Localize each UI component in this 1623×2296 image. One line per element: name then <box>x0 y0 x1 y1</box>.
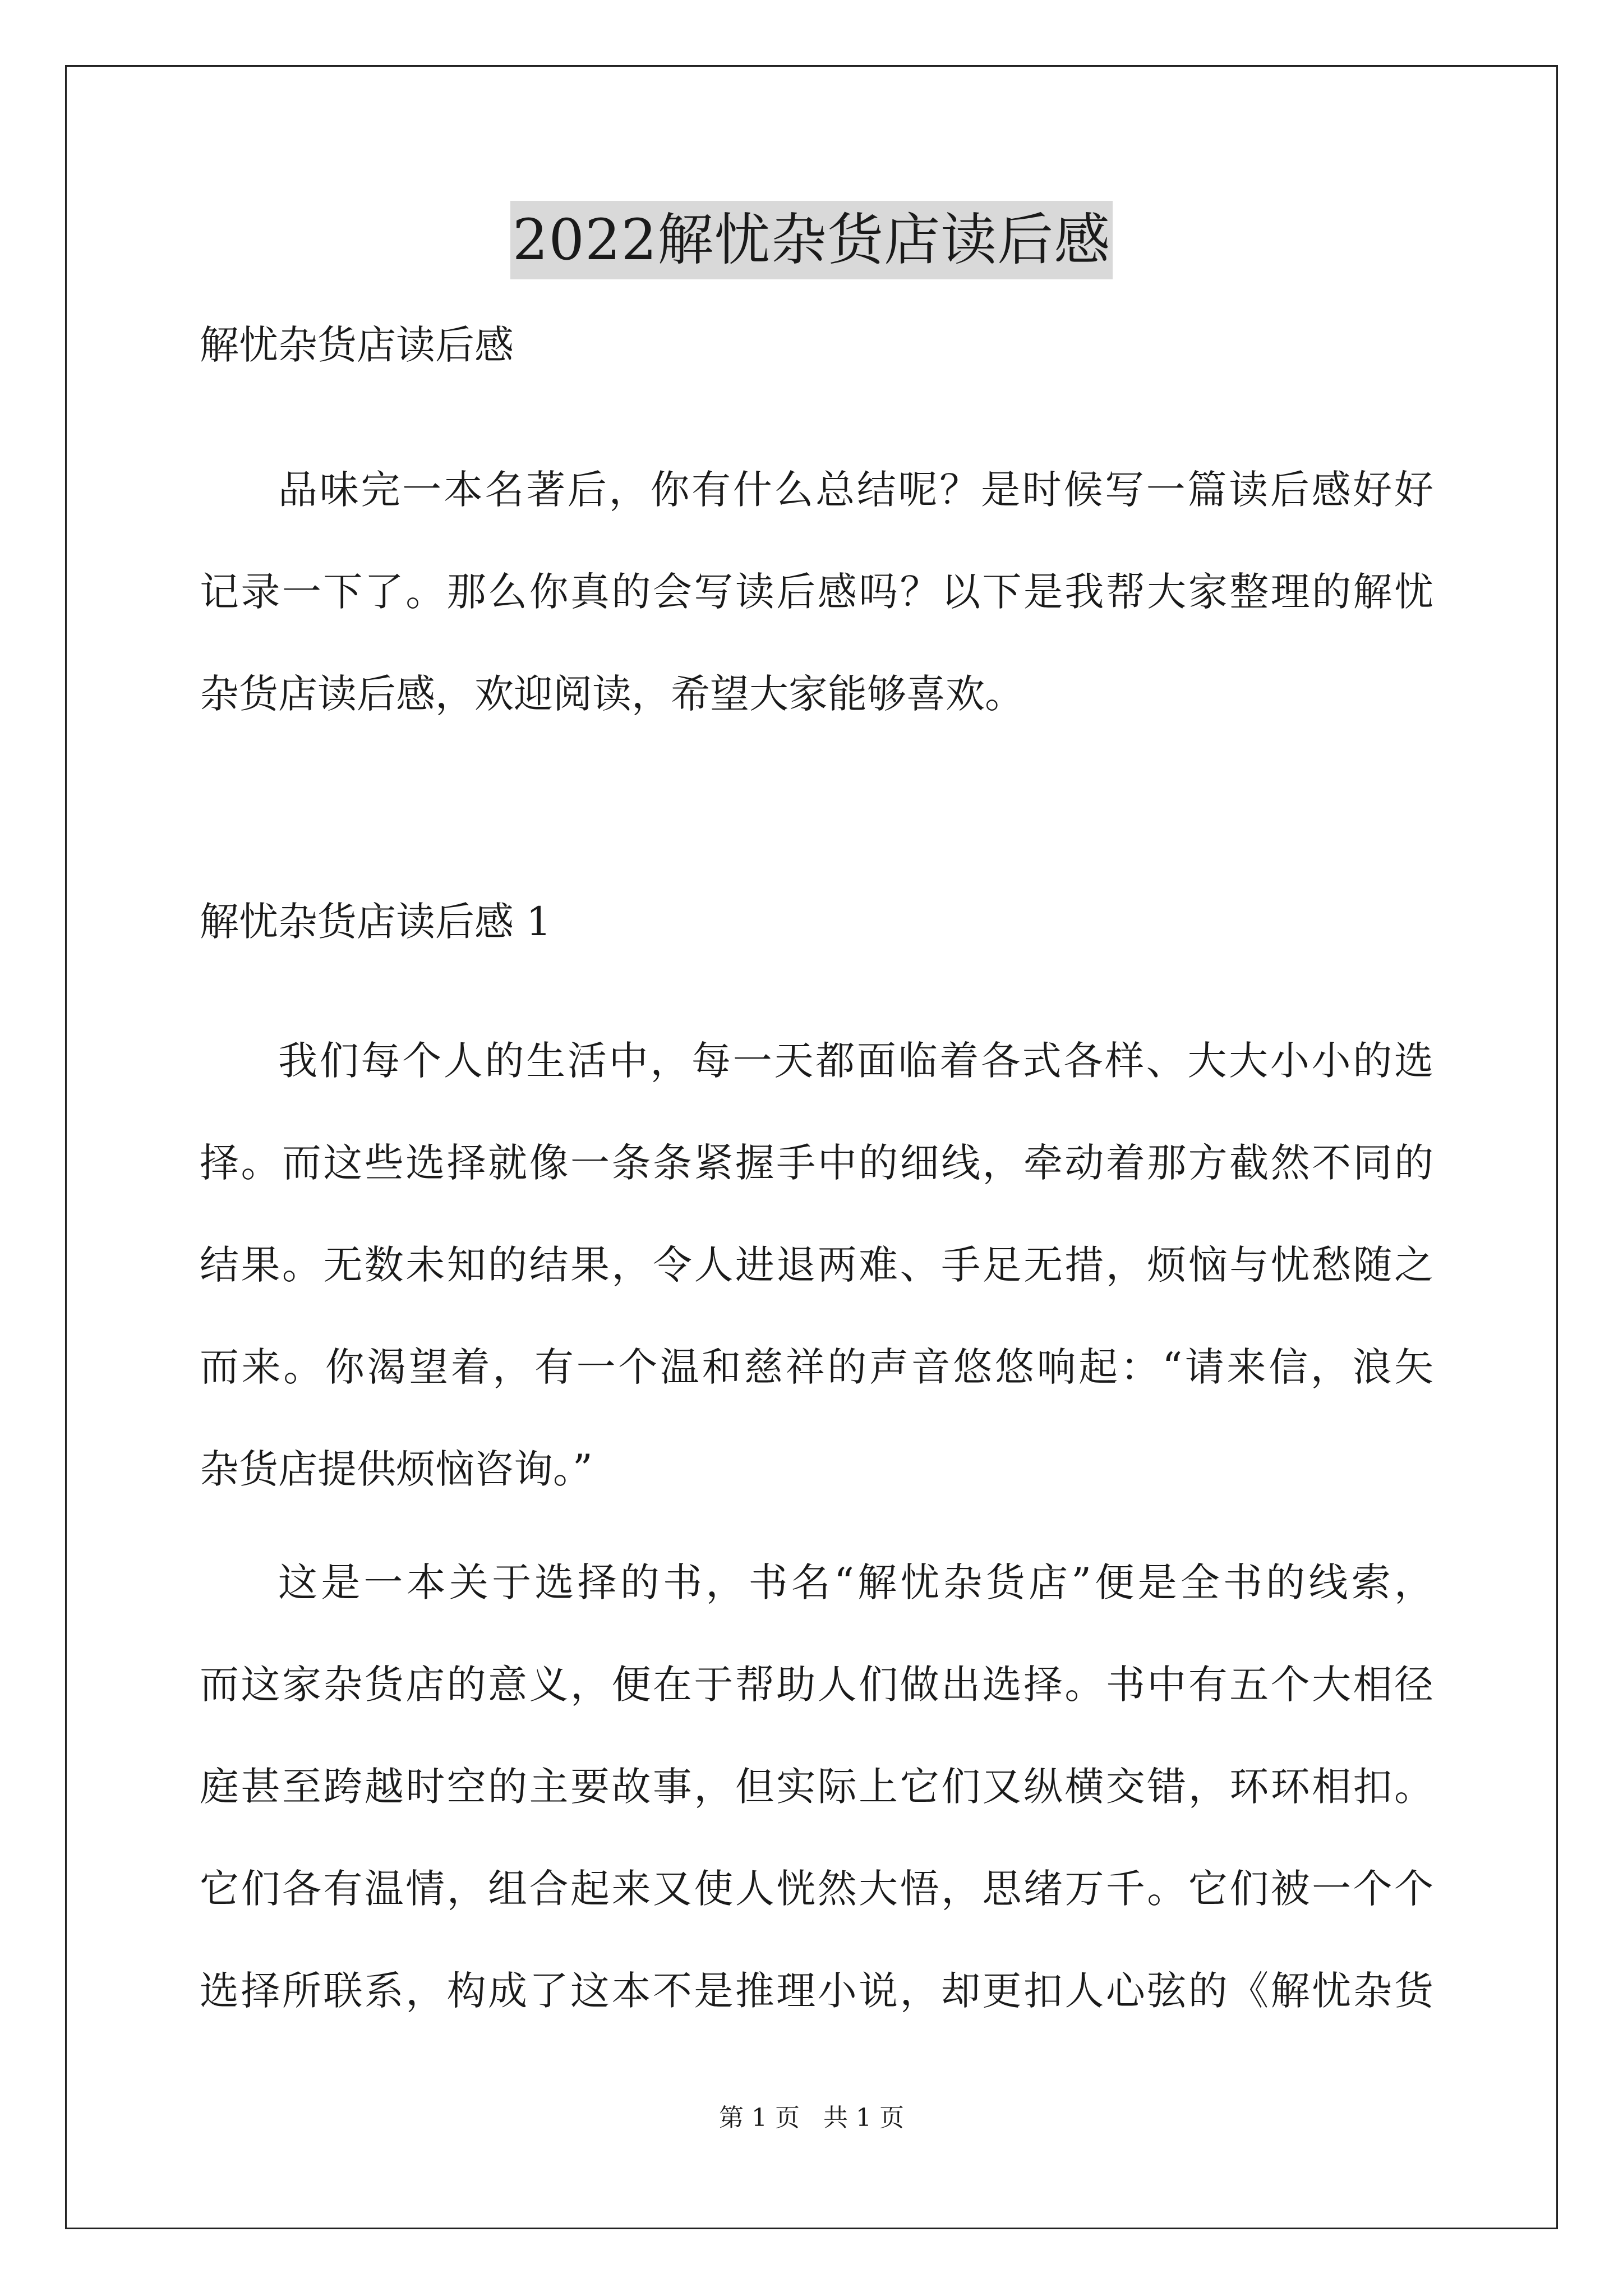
section-heading: 解忧杂货店读后感 1 <box>200 899 551 945</box>
paragraph-line: 而这家杂货店的意义，便在于帮助人们做出选择。书中有五个大相径 <box>200 1662 1433 1708</box>
paragraph-line: 结果。无数未知的结果，令人进退两难、手足无措，烦恼与忧愁随之 <box>200 1242 1433 1288</box>
section1-paragraph1 <box>200 1010 1433 1520</box>
paragraph-line: 择。而这些选择就像一条条紧握手中的细线，牵动着那方截然不同的 <box>200 1140 1433 1186</box>
paragraph-line: 品味完一本名著后，你有什么总结呢？是时候写一篇读后感好好 <box>278 467 1433 513</box>
paragraph-line: 选择所联系，构成了这本不是推理小说，却更扣人心弦的《解忧杂货 <box>200 1968 1433 2014</box>
paragraph-line: 而来。你渴望着，有一个温和慈祥的声音悠悠响起：“请来信，浪矢 <box>200 1344 1433 1390</box>
section1-paragraph2 <box>200 1531 1433 2042</box>
document-title: 2022解忧杂货店读后感 <box>510 201 1113 279</box>
page-number-footer: 第 1 页 共 1 页 <box>719 2104 904 2132</box>
paragraph-line: 杂货店读后感，欢迎阅读，希望大家能够喜欢。 <box>200 671 1024 717</box>
document-subtitle: 解忧杂货店读后感 <box>200 322 514 368</box>
intro-paragraph <box>200 439 1433 745</box>
paragraph-line: 庭甚至跨越时空的主要故事，但实际上它们又纵横交错，环环相扣。 <box>200 1764 1433 1810</box>
paragraph-line: 它们各有温情，组合起来又使人恍然大悟，思绪万千。它们被一个个 <box>200 1866 1433 1912</box>
paragraph-line: 这是一本关于选择的书，书名“解忧杂货店”便是全书的线索， <box>278 1559 1433 1605</box>
paragraph-line: 我们每个人的生活中，每一天都面临着各式各样、大大小小的选 <box>278 1038 1433 1084</box>
paragraph-line: 记录一下了。那么你真的会写读后感吗？以下是我帮大家整理的解忧 <box>200 569 1433 615</box>
title-container <box>0 201 1623 279</box>
paragraph-line: 杂货店提供烦恼咨询。” <box>200 1446 593 1492</box>
